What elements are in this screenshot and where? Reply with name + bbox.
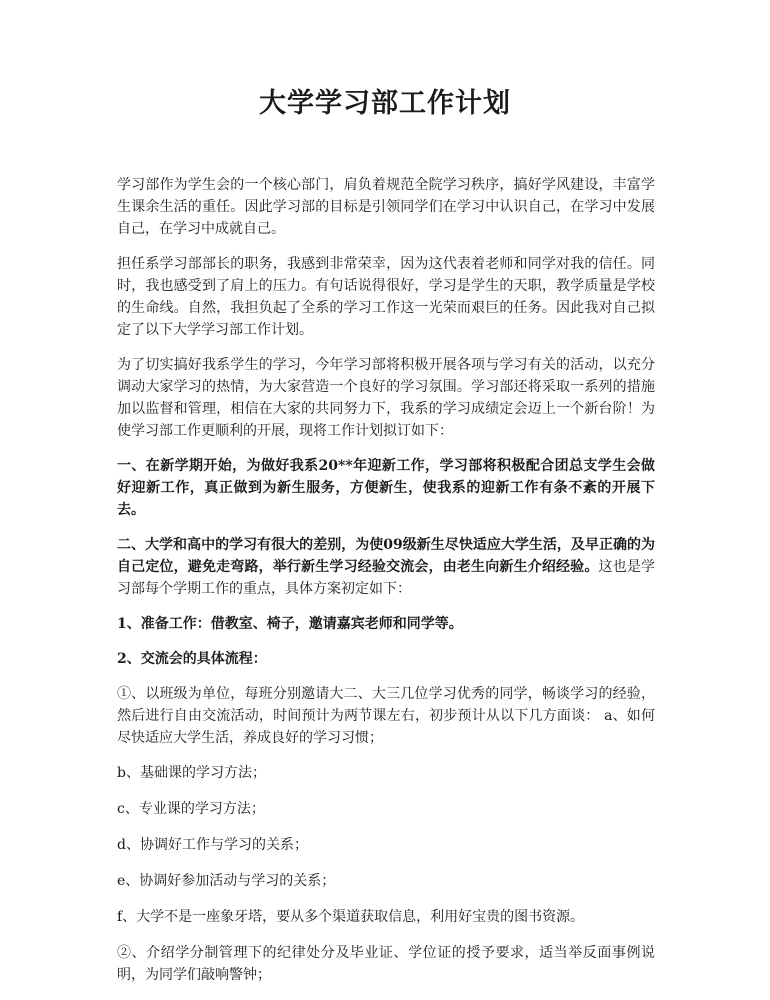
paragraph-process-one: ①、以班级为单位，每班分别邀请大二、大三几位学习优秀的同学，畅谈学习的经验，然后进行自由交流活动，时间预计为两节课左右，初步预计从以下几方面谈： a、如何尽快适应大学生活，养成良好的学习习惯；	[117, 686, 655, 746]
section-two-detail: 这也是学习部每个学期工作的重点，具体方案初定如下：	[117, 559, 656, 597]
paragraph-process-two: ②、介绍学分制管理下的纪律处分及毕业证、学位证的授予要求，适当举反面事例说明，为同学们敲响警钟；	[117, 945, 655, 983]
paragraph-intro: 学习部作为学生会的一个核心部门，肩负着规范全院学习秩序，搞好学风建设，丰富学生课余生活的重任。因此学习部的目标是引领同学们在学习中认识自己，在学习中发展自己，在学习中成就自己。	[117, 177, 655, 237]
paragraph-section-one: 一、在新学期开始，为做好我系20**年迎新工作，学习部将积极配合团总支学生会做好迎新工作，真正做到为新生服务，方便新生，使我系的迎新工作有条不紊的开展下去。	[117, 458, 655, 518]
list-item-b: b、基础课的学习方法；	[117, 765, 266, 781]
list-item-d: d、协调好工作与学习的关系；	[117, 837, 308, 853]
paragraph-preparation: 1、准备工作：借教室、椅子，邀请嘉宾老师和同学等。	[117, 616, 463, 632]
list-item-f: f、大学不是一座象牙塔，要从多个渠道获取信息，利用好宝贵的图书资源。	[117, 909, 585, 925]
list-item-c: c、专业课的学习方法；	[117, 801, 265, 817]
paragraph-responsibility: 担任系学习部部长的职务，我感到非常荣幸，因为这代表着老师和同学对我的信任。同时，我也感受到了肩上的压力。有句话说得很好，学习是学生的天职，教学质量是学校的生命线。自然，我担负起了全系的学习工作这一光荣而艰巨的任务。因此我对自己拟定了以下大学学习部工作计划。	[117, 256, 655, 338]
paragraph-section-two	[117, 534, 655, 600]
paragraph-plan-purpose: 为了切实搞好我系学生的学习，今年学习部将积极开展各项与学习有关的活动，以充分调动大家学习的热情，为大家营造一个良好的学习氛围。学习部还将采取一系列的措施加以监督和管理，相信在大家的共同努力下，我系的学习成绩定会迈上一个新台阶！为使学习部工作更顺利的开展，现将工作计划拟订如下：	[117, 357, 655, 439]
section-two-heading: 二、大学和高中的学习有很大的差别，为使09级新生尽快适应大学生活，及早正确的为自己定位，避免走弯路，举行新生学习经验交流会，由老生向新生介绍经验。	[117, 537, 655, 575]
document-title: 大学学习部工作计划	[259, 88, 511, 119]
document-body	[117, 174, 655, 999]
list-item-e: e、协调好参加活动与学习的关系；	[117, 873, 336, 889]
paragraph-process-heading: 2、交流会的具体流程：	[117, 651, 267, 667]
